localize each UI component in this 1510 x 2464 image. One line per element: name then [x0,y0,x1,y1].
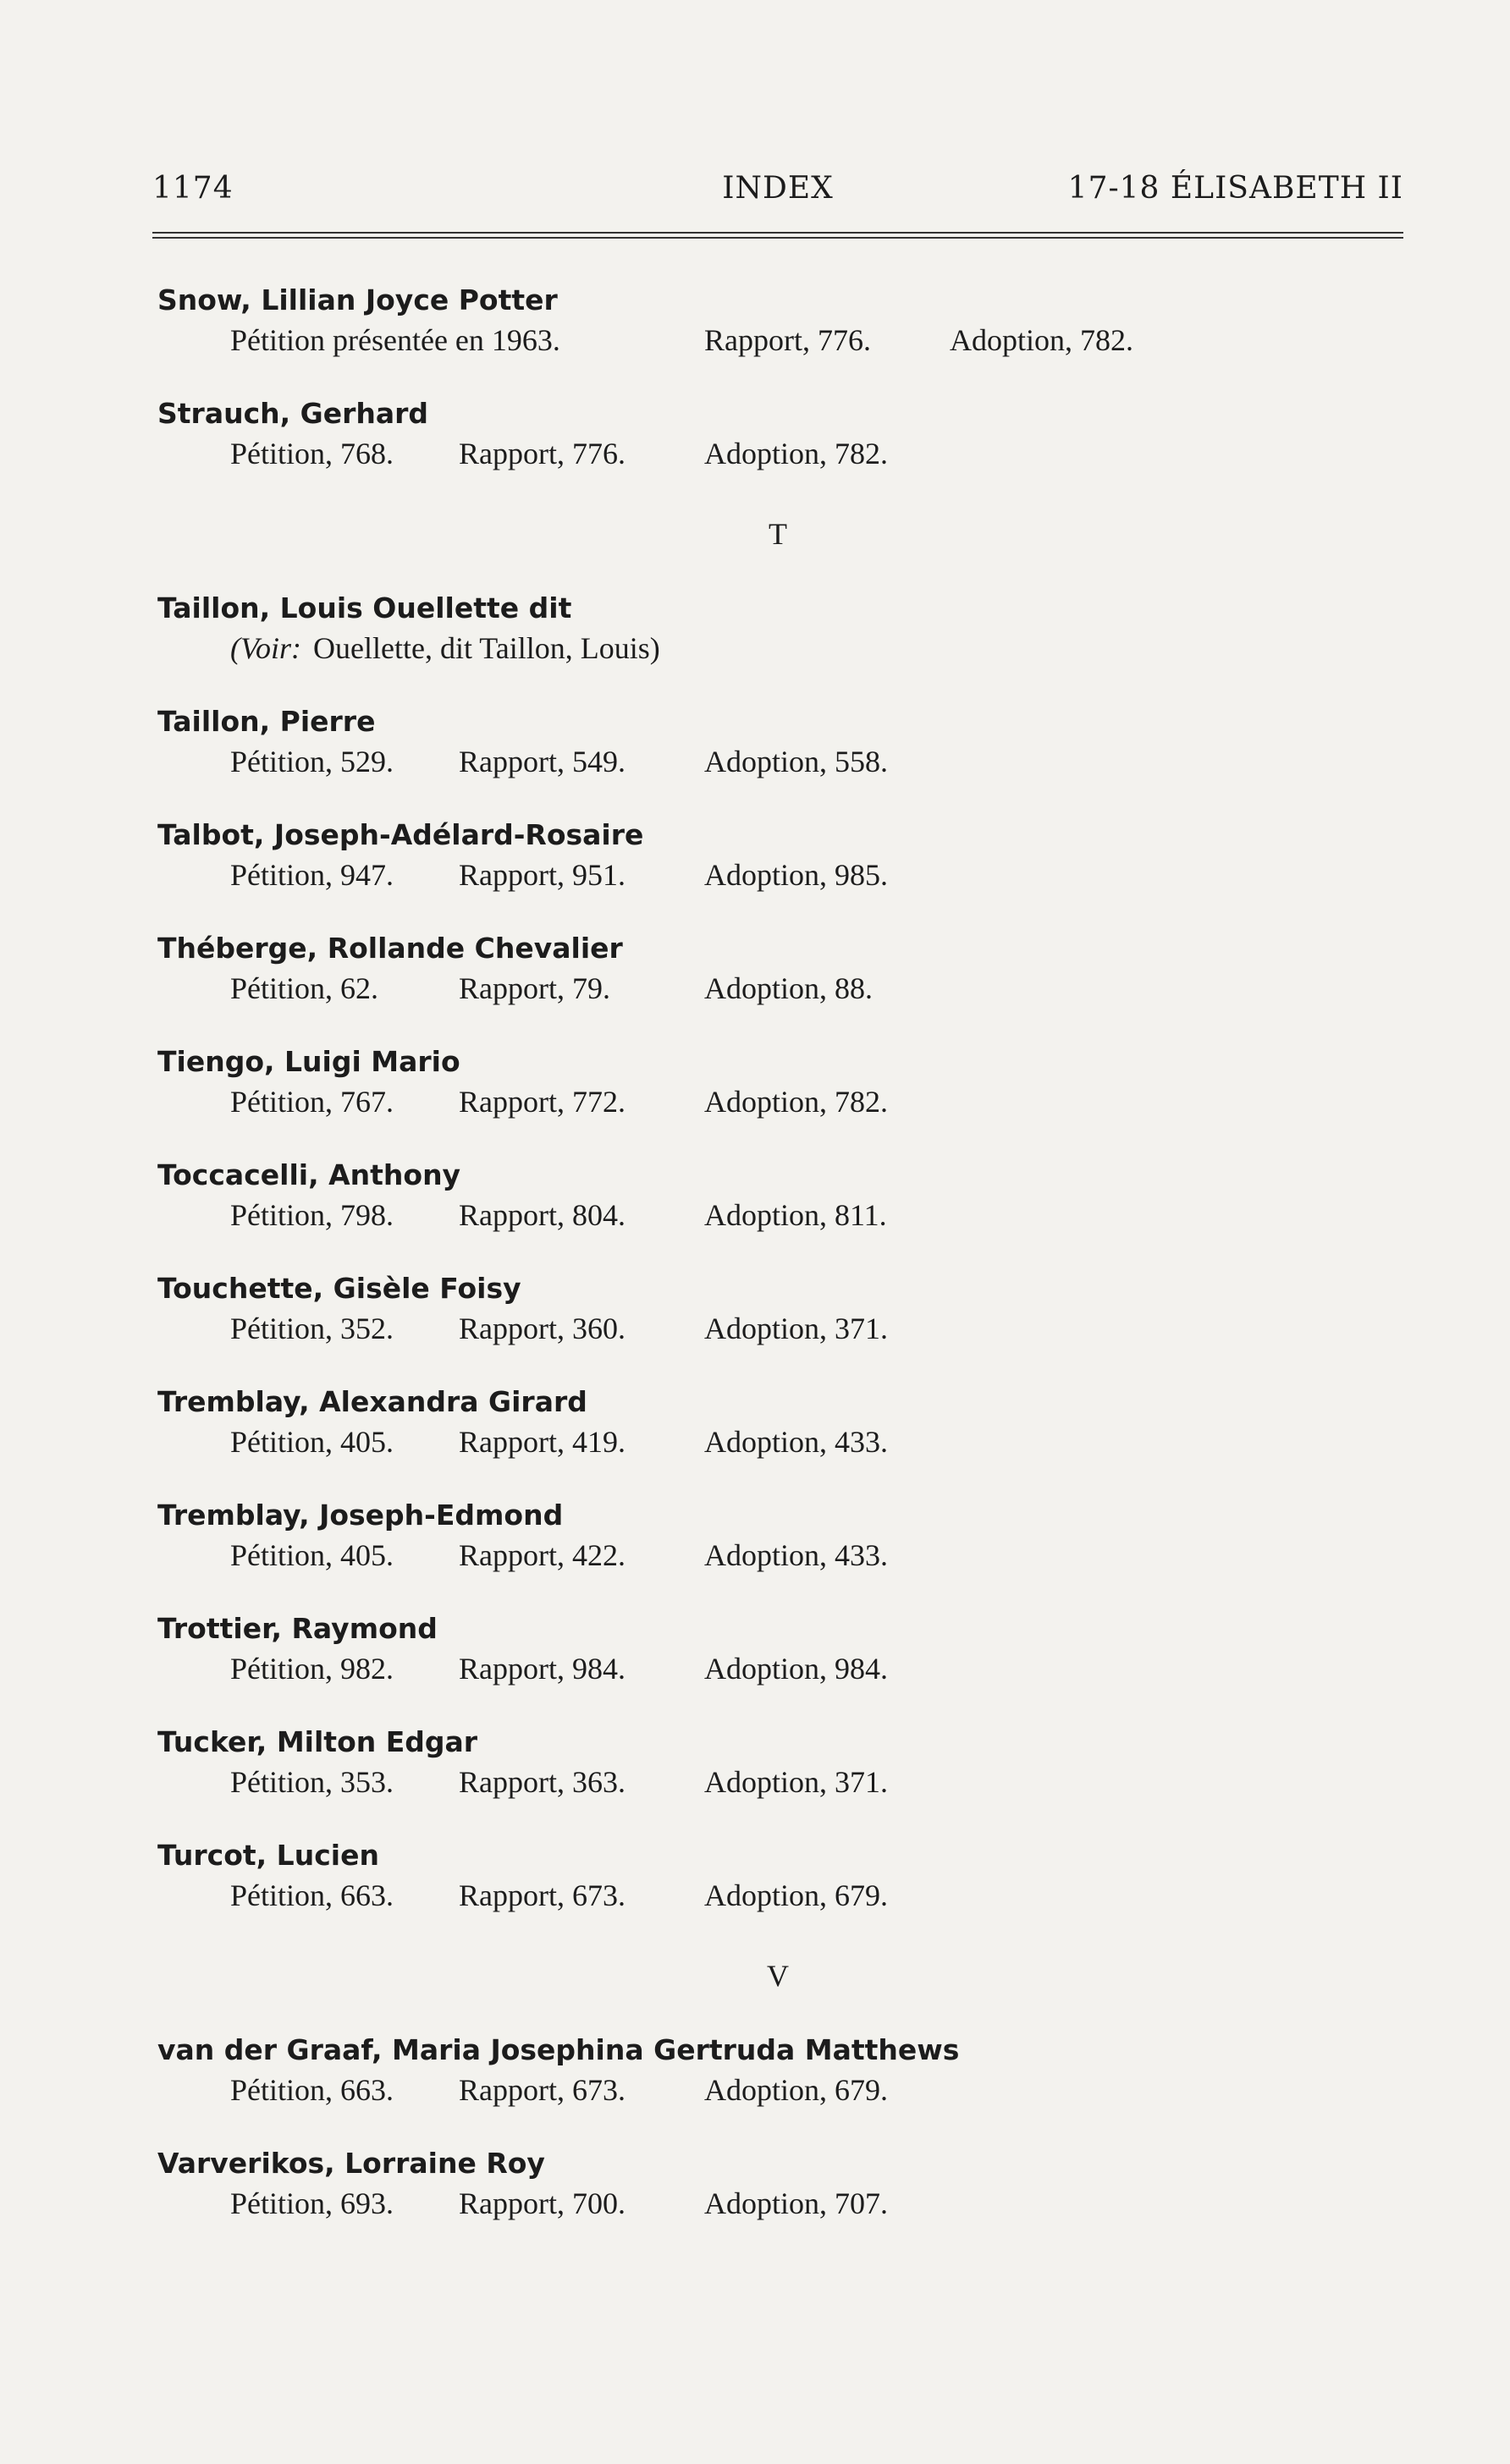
index-entry [157,1043,1359,1157]
see-also-reference: Ouellette, dit Taillon, Louis) [313,631,660,665]
rapport-ref: Rapport, 79. [459,971,610,1005]
entry-name: Toccacelli, Anthony [157,1158,461,1191]
adoption-ref: Adoption, 811. [704,1198,887,1232]
entry-references [157,854,1359,896]
index-entry [157,1383,1359,1497]
index-entry [157,2032,1359,2145]
header-divider [152,232,1403,234]
entry-name: Tiengo, Luigi Mario [157,1045,460,1078]
index-entry [157,1497,1359,1610]
entry-references [157,1307,1359,1350]
entry-references [157,1421,1359,1463]
rapport-ref: Rapport, 360. [459,1312,625,1345]
page-number: 1174 [152,171,234,206]
rapport-ref: Rapport, 363. [459,1765,625,1799]
petition-ref: Pétition, 767. [230,1085,394,1119]
adoption-ref: Adoption, 558. [704,745,889,778]
petition-ref: Pétition, 62. [230,971,379,1005]
adoption-ref: Adoption, 88. [704,971,873,1005]
see-also-label: (Voir: [230,631,301,665]
entry-references [157,967,1359,1009]
entry-name: Touchette, Gisèle Foisy [157,1272,521,1305]
adoption-ref: Adoption, 782. [704,437,889,470]
entry-references [157,740,1359,783]
header-divider-second [152,237,1403,239]
petition-ref: Pétition, 405. [230,1425,394,1459]
entry-name: Snow, Lillian Joyce Potter [157,283,558,316]
index-entry [157,1724,1359,1837]
rapport-ref: Rapport, 419. [459,1425,625,1459]
entry-references [157,1081,1359,1123]
entry-references [157,1761,1359,1803]
petition-ref: Pétition, 947. [230,858,394,892]
volume-label: 17-18 ÉLISABETH II [1067,171,1403,206]
index-entry [157,1610,1359,1724]
petition-ref: Pétition, 352. [230,1312,394,1345]
entry-name: Tremblay, Alexandra Girard [157,1385,587,1418]
entry-references [157,627,1359,669]
entry-name: Strauch, Gerhard [157,397,429,430]
petition-ref: Pétition, 798. [230,1198,394,1232]
adoption-ref: Adoption, 679. [704,1878,889,1912]
petition-ref: Pétition présentée en 1963. [230,323,560,357]
entry-name: Varverikos, Lorraine Roy [157,2147,545,2180]
index-entry [157,1157,1359,1270]
adoption-ref: Adoption, 782. [704,1085,889,1119]
petition-ref: Pétition, 529. [230,745,394,778]
entry-references [157,1534,1359,1576]
petition-ref: Pétition, 982. [230,1652,394,1686]
rapport-ref: Rapport, 776. [704,323,871,357]
index-entry [157,282,1359,395]
entry-name: Tremblay, Joseph-Edmond [157,1499,564,1532]
entry-name: Trottier, Raymond [157,1612,438,1645]
index-entry [157,395,1359,509]
rapport-ref: Rapport, 700. [459,2186,625,2220]
index-entries [157,282,1359,2258]
section-letter: T [769,517,787,551]
index-entry [157,590,1359,703]
petition-ref: Pétition, 693. [230,2186,394,2220]
petition-ref: Pétition, 768. [230,437,394,470]
rapport-ref: Rapport, 422. [459,1538,625,1572]
petition-ref: Pétition, 405. [230,1538,394,1572]
entry-name: Théberge, Rollande Chevalier [157,932,623,965]
entry-name: Taillon, Louis Ouellette dit [157,591,572,624]
header-title: INDEX [722,171,834,206]
entry-references [157,1194,1359,1236]
entry-references [157,1874,1359,1917]
adoption-ref: Adoption, 433. [704,1425,889,1459]
entry-name: Talbot, Joseph-Adélard-Rosaire [157,818,644,851]
adoption-ref: Adoption, 433. [704,1538,889,1572]
adoption-ref: Adoption, 985. [704,858,889,892]
rapport-ref: Rapport, 772. [459,1085,625,1119]
rapport-ref: Rapport, 673. [459,1878,625,1912]
rapport-ref: Rapport, 673. [459,2073,625,2107]
rapport-ref: Rapport, 776. [459,437,625,470]
entry-references [157,2182,1359,2225]
adoption-ref: Adoption, 371. [704,1765,889,1799]
entry-name: Tucker, Milton Edgar [157,1725,478,1758]
index-entry [157,2145,1359,2258]
entry-name: Taillon, Pierre [157,705,376,738]
rapport-ref: Rapport, 804. [459,1198,625,1232]
entry-references [157,2069,1359,2111]
adoption-ref: Adoption, 984. [704,1652,889,1686]
index-entry [157,703,1359,817]
adoption-ref: Adoption, 707. [704,2186,889,2220]
petition-ref: Pétition, 663. [230,2073,394,2107]
adoption-ref: Adoption, 371. [704,1312,889,1345]
entry-name: van der Graaf, Maria Josephina Gertruda Matthews [157,2033,960,2066]
petition-ref: Pétition, 353. [230,1765,394,1799]
entry-references [157,319,1359,361]
index-entry [157,817,1359,930]
page-header [152,171,1403,222]
adoption-ref: Adoption, 679. [704,2073,889,2107]
rapport-ref: Rapport, 984. [459,1652,625,1686]
entry-references [157,432,1359,475]
adoption-ref: Adoption, 782. [950,323,1134,357]
rapport-ref: Rapport, 549. [459,745,625,778]
index-entry [157,930,1359,1043]
rapport-ref: Rapport, 951. [459,858,625,892]
index-entry [157,1837,1359,1950]
entry-name: Turcot, Lucien [157,1839,379,1872]
section-letter: V [767,1959,789,1993]
petition-ref: Pétition, 663. [230,1878,394,1912]
index-entry [157,1270,1359,1383]
entry-references [157,1647,1359,1690]
